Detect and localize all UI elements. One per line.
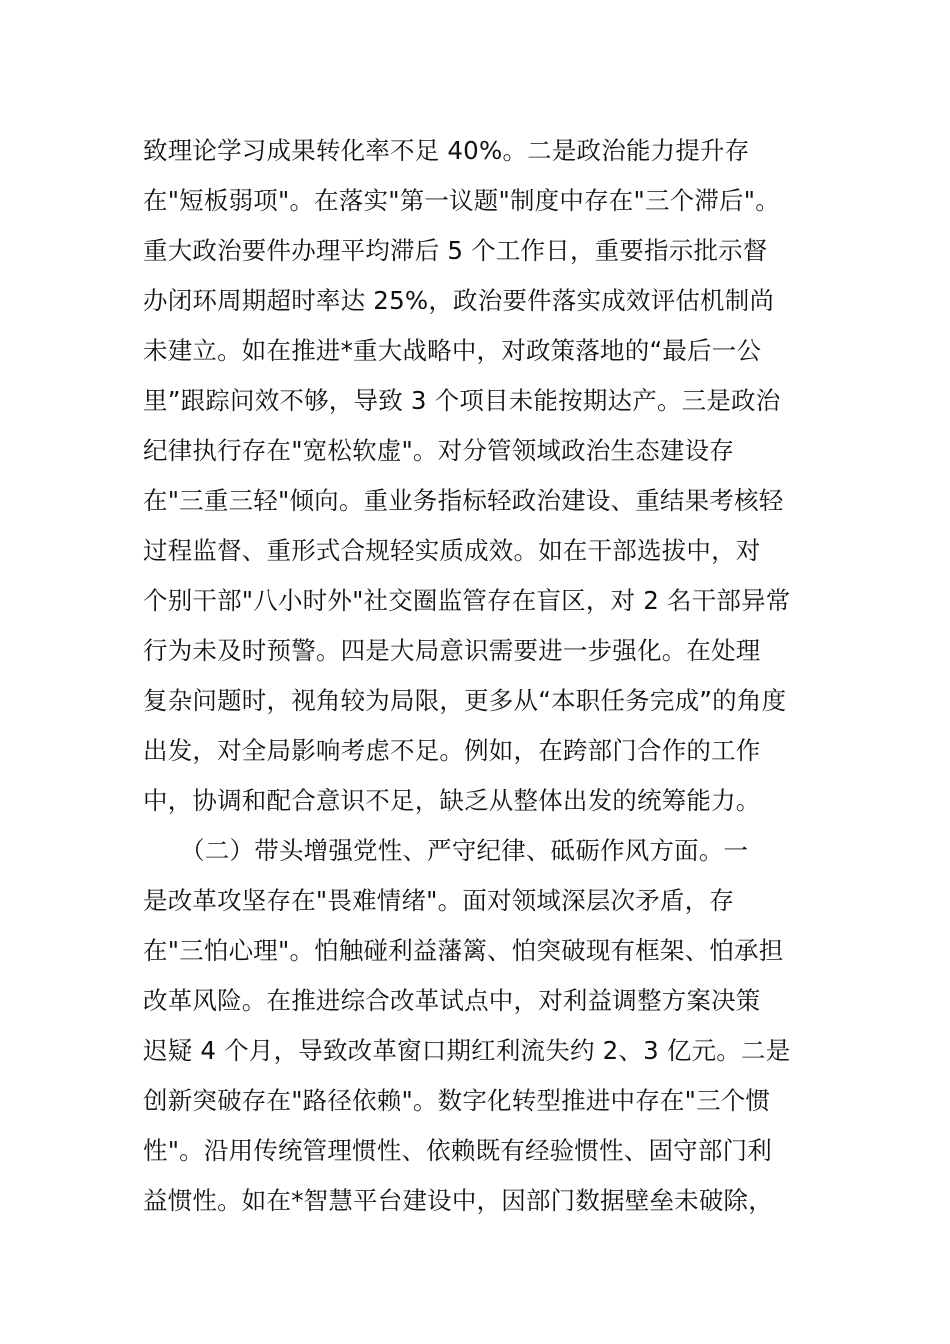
text-line: 中，协调和配合意识不足，缺乏从整体出发的统筹能力。	[143, 786, 761, 815]
section-heading-line: （二）带头增强党性、严守纪律、砥砺作风方面。一	[143, 836, 749, 865]
text-line: 办闭环周期超时率达 25%，政治要件落实成效评估机制尚	[143, 286, 775, 315]
text-line: 出发，对全局影响考虑不足。例如，在跨部门合作的工作	[143, 736, 761, 765]
text-line: 创新突破存在"路径依赖"。数字化转型推进中存在"三个惯	[143, 1086, 771, 1115]
text-line: 复杂问题时，视角较为局限，更多从“本职任务完成”的角度	[143, 686, 787, 715]
text-line: 致理论学习成果转化率不足 40%。二是政治能力提升存	[143, 136, 750, 165]
text-line: 是改革攻坚存在"畏难情绪"。面对领域深层次矛盾，存	[143, 886, 735, 915]
text-line: 益惯性。如在*智慧平台建设中，因部门数据壁垒未破除，	[143, 1186, 773, 1215]
text-line: 在"三重三轻"倾向。重业务指标轻政治建设、重结果考核轻	[143, 486, 784, 515]
document-body	[143, 126, 813, 1226]
text-line: 纪律执行存在"宽松软虚"。对分管领域政治生态建设存	[143, 436, 735, 465]
text-line: 在"三怕心理"。怕触碰利益藩篱、怕突破现有框架、怕承担	[143, 936, 784, 965]
text-line: 重大政治要件办理平均滞后 5 个工作日，重要指示批示督	[143, 236, 768, 265]
text-line: 个别干部"八小时外"社交圈监管存在盲区，对 2 名干部异常	[143, 586, 791, 615]
text-line: 改革风险。在推进综合改革试点中，对利益调整方案决策	[143, 986, 761, 1015]
text-line: 在"短板弱项"。在落实"第一议题"制度中存在"三个滞后"。	[143, 186, 780, 215]
text-line: 未建立。如在推进*重大战略中，对政策落地的“最后一公	[143, 336, 762, 365]
text-line: 过程监督、重形式合规轻实质成效。如在干部选拔中，对	[143, 536, 761, 565]
text-line: 迟疑 4 个月，导致改革窗口期红利流失约 2、3 亿元。二是	[143, 1036, 791, 1065]
text-line: 性"。沿用传统管理惯性、依赖既有经验惯性、固守部门利	[143, 1136, 772, 1165]
text-line: 里”跟踪问效不够，导致 3 个项目未能按期达产。三是政治	[143, 386, 781, 415]
text-line: 行为未及时预警。四是大局意识需要进一步强化。在处理	[143, 636, 761, 665]
